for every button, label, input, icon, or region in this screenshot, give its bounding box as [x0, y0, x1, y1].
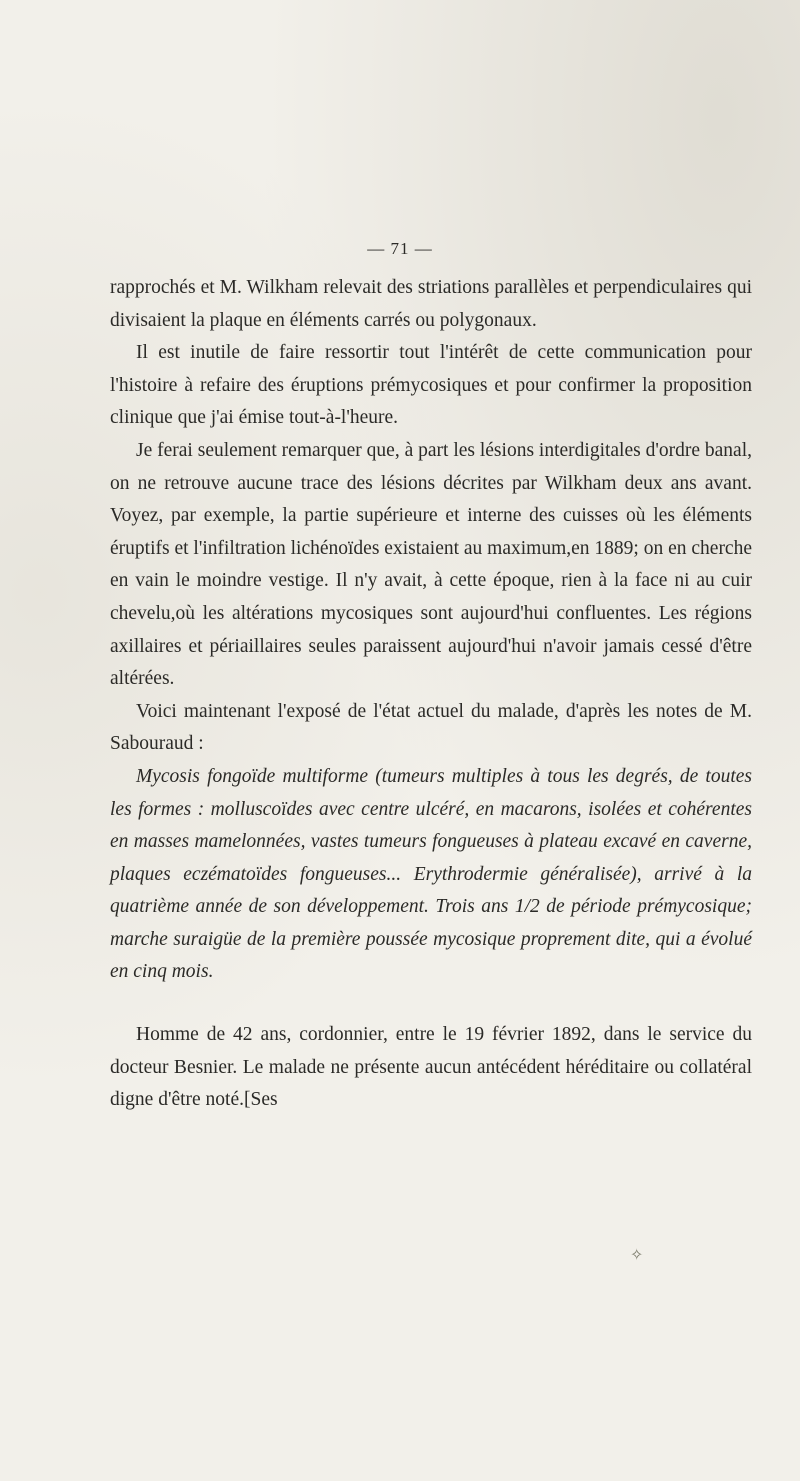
- paragraph-6: Homme de 42 ans, cordonnier, entre le 19 février 1892, dans le service du docteur Besnier. Le malade ne présente aucun antécédent héréditaire ou collatéral digne d'être noté.[Ses: [110, 1024, 752, 1111]
- paragraph-spacer: [110, 989, 752, 1019]
- body-text: [110, 272, 752, 1117]
- paragraph-1: rapprochés et M. Wilkham relevait des striations parallèles et perpendiculaires qui divisaient la plaque en éléments carrés ou polygonaux.: [110, 277, 752, 331]
- page-number: — 71 —: [367, 239, 433, 258]
- ink-smudge-mark: ✧: [630, 1247, 644, 1264]
- paragraph-5-diagnosis: Mycosis fongoïde multiforme (tumeurs multiples à tous les degrés, de toutes les formes : molluscoïdes avec centre ulcéré, en macarons, isolées et cohérentes en masses mamelonnées, vastes tumeurs fongueuses à plateau excavé en caverne, plaques eczématoïdes fongueuses... Erythrodermie généralisée), arrivé à la quatrième année de son développement. Trois ans 1/2 de période prémycosique; marche suraigüe de la première poussée mycosique proprement dite, qui a évolué en cinq mois.: [110, 765, 752, 983]
- paragraph-2: Il est inutile de faire ressortir tout l'intérêt de cette communication pour l'histoire à refaire des éruptions prémycosiques et pour confirmer la proposition clinique que j'ai émise tout-à-l'heure.: [110, 342, 752, 429]
- paragraph-3: Je ferai seulement remarquer que, à part les lésions interdigitales d'ordre banal, on ne retrouve aucune trace des lésions décrites par Wilkham deux ans avant. Voyez, par exemple, la partie supérieure et interne des cuisses où les éléments éruptifs et l'infiltration lichénoïdes existaient au maximum,en 1889; on en cherche en vain le moindre vestige. Il n'y avait, à cette époque, rien à la face ni au cuir chevelu,où les altérations mycosiques sont aujourd'hui confluentes. Les régions axillaires et périaillaires seules paraissent aujourd'hui n'avoir jamais cessé d'être altérées.: [110, 439, 752, 690]
- paragraph-4: Voici maintenant l'exposé de l'état actuel du malade, d'après les notes de M. Sabouraud :: [110, 700, 752, 755]
